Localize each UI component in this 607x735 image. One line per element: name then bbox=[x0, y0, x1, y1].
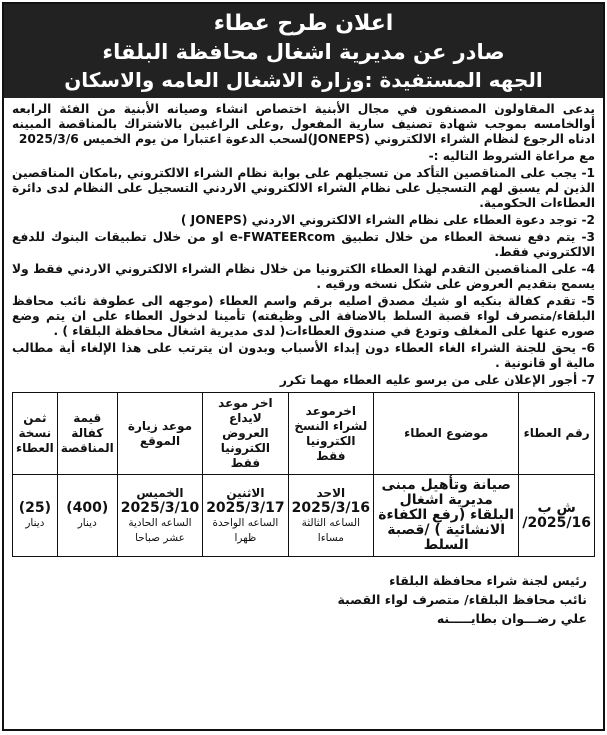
header-title: اعلان طرح عطاء bbox=[213, 11, 394, 36]
bond-unit: دينار bbox=[77, 516, 97, 529]
cell-tender-id: ش ب 2025/16/ bbox=[519, 475, 595, 557]
header-subject: موضوع العطاء bbox=[374, 393, 519, 475]
condition-2: 2- توجد دعوة العطاء على نظام الشراء الالكتروني الاردني (JONEPS ) bbox=[180, 213, 595, 227]
purchase-time: الساعه الثالثة مساءا bbox=[301, 516, 361, 544]
signature-block bbox=[237, 557, 595, 628]
deposit-day: الاثنين bbox=[226, 485, 265, 500]
header-issuer: صادر عن مديرية اشغال محافظة البلقاء bbox=[102, 40, 505, 64]
table-header-row bbox=[13, 393, 595, 475]
conditions-title: مع مراعاة الشروط التاليه :- bbox=[428, 149, 595, 163]
condition-1: 1- يجب على المناقصين التأكد من تسجيلهم على بوابة نظام الشراء الالكتروني ,بامكان المناقصين الذين لم يسبق لهم التسجيل على نظام الشراء الالكتروني الاردني التسجيل على النظام لدى دائرة العطاءات الحكومية. bbox=[12, 166, 595, 210]
cell-site-visit bbox=[117, 475, 202, 557]
condition-4: 4- على المناقصين التقدم لهذا العطاء الكترونيا من خلال نظام الشراء الالكتروني الاردني فقط ولا يسمح بتقديم العروض على شكل نسخه ورقيه . bbox=[12, 262, 595, 291]
signature-line-3: علي رضـــوان بطايـــــنه bbox=[436, 611, 587, 626]
price-unit: دينار bbox=[25, 516, 45, 529]
announcement-header bbox=[4, 4, 603, 98]
header-tender-id: رقم العطاء bbox=[519, 393, 595, 475]
condition-7: 7- أجور الإعلان على من يرسو عليه العطاء مهما تكرر bbox=[279, 373, 595, 387]
cell-subject: صيانة وتأهيل مبنى مديرية اشغال البلقاء (رفع الكفاءة الانشائية ) /قصبة السلط bbox=[374, 475, 519, 557]
deposit-date: 2025/3/17 bbox=[206, 499, 285, 516]
deposit-time: الساعه الواحدة ظهرا bbox=[212, 516, 279, 544]
bond-value: (400) bbox=[66, 499, 109, 516]
intro-paragraph: يدعى المقاولون المصنفون في مجال الأبنية اختصاص انشاء وصيانه الأبنية من الفئة الرابعه أوالخامسه بموجب شهادة تصنيف سارية المفعول ,وعلى الراغبين بالاشتراك بالمناقصة المبينه ادناه الرجوع لنظام الشراء الالكتروني (JONEPS)لسحب الدعوة اعتبارا من يوم الخميس 2025/3/6 bbox=[12, 102, 595, 146]
cell-copy-price bbox=[13, 475, 58, 557]
header-copy-price: ثمن نسخة العطاء bbox=[13, 393, 58, 475]
tender-announcement bbox=[2, 2, 605, 731]
signature-line-1: رئيس لجنة شراء محافظة البلقاء bbox=[389, 573, 587, 588]
announcement-body bbox=[4, 98, 603, 628]
visit-day: الخميس bbox=[136, 485, 184, 500]
header-beneficiary: الجهه المستفيدة :وزارة الاشغال العامه والاسكان bbox=[64, 68, 543, 92]
cell-purchase-deadline bbox=[288, 475, 373, 557]
visit-time: الساعه الحادية عشر صباحا bbox=[128, 516, 192, 544]
header-site-visit: موعد زيارة الموقع bbox=[117, 393, 202, 475]
table-row bbox=[13, 475, 595, 557]
condition-5: 5- تقدم كفالة بنكيه او شيك مصدق اصليه برقم واسم العطاء (موجهه الى عطوفة نائب محافظ البلقاء/متصرف لواء قصبة السلط بالاضافة الى وظيفته) تأمينا لدخول العطاء على ان يتم وضع صوره عنها على المغلف وتودع في صندوق العطاءات( لدى مديرية اشغال محافظة البلقاء ) . bbox=[12, 294, 595, 338]
header-deposit-deadline: اخر موعد لايداع العروض الكترونيا فقط bbox=[203, 393, 288, 475]
cell-deposit-deadline bbox=[203, 475, 288, 557]
condition-6: 6- يحق للجنة الشراء الغاء العطاء دون إبداء الأسباب وبدون ان يترتب على هذا الإلغاء أية مطالب مالية او قانونية . bbox=[12, 341, 595, 370]
visit-date: 2025/3/10 bbox=[120, 499, 200, 516]
header-purchase-deadline: اخرموعد لشراء النسخ الكترونيا فقط bbox=[288, 393, 373, 475]
signature-line-2: نائب محافظ البلقاء/ متصرف لواء القصبة bbox=[337, 592, 587, 607]
cell-bond-value bbox=[57, 475, 117, 557]
tender-table bbox=[12, 392, 595, 557]
purchase-date: 2025/3/16 bbox=[291, 499, 371, 516]
header-bond-value: قيمة كفالة المناقصة bbox=[57, 393, 117, 475]
condition-3: 3- يتم دفع نسخة العطاء من خلال تطبيق e-FWATEERcom او من خلال تطبيقات البنوك للدفع الالكتروني فقط. bbox=[12, 230, 595, 259]
purchase-day: الاحد bbox=[316, 485, 346, 500]
price-value: (25) bbox=[18, 499, 52, 516]
